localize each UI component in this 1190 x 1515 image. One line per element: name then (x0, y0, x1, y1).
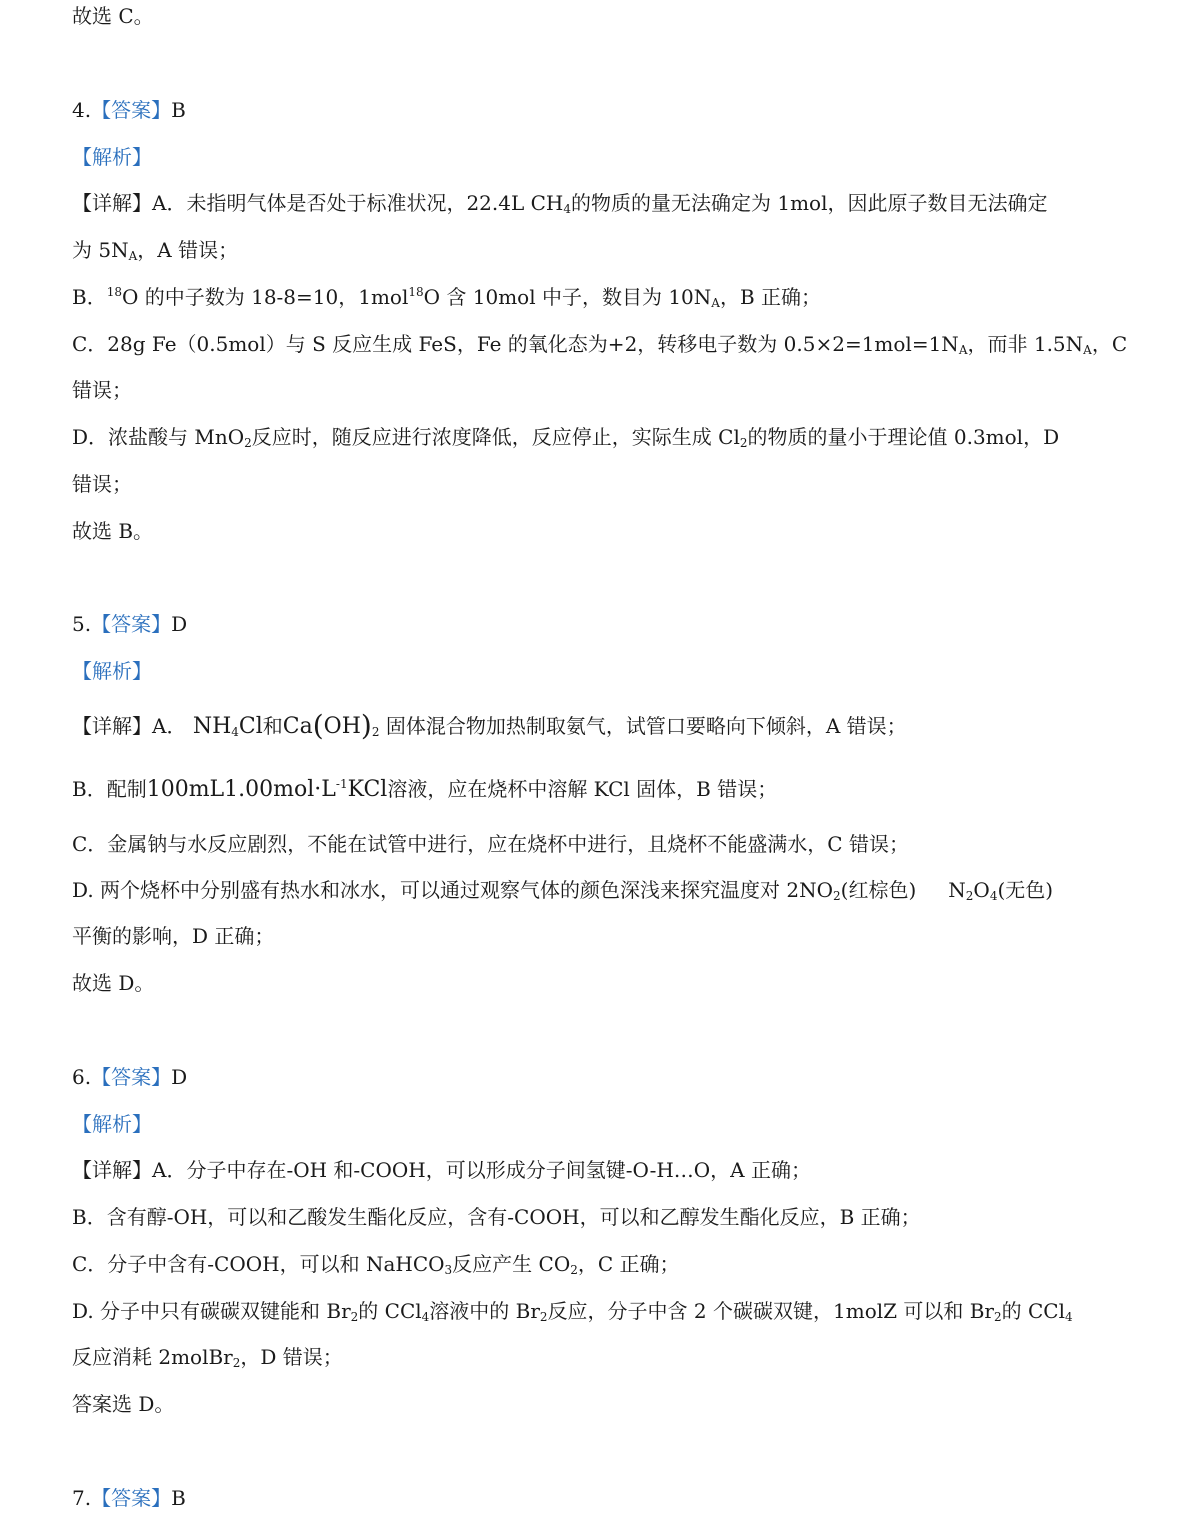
q7-answer-line: 7.【答案】B (72, 1486, 186, 1510)
q4-detail-a1: 【详解】A．未指明气体是否处于标准状况，22.4L $CH_4$的物质的量无法确定为 1mol，因此原子数目无法确定 (72, 191, 1048, 216)
q6-detail-c: C．分子中含有-COOH，可以和 NaHCO$_3$反应产生 $CO_2$，C 正确； (72, 1252, 680, 1277)
answer-tag: 【答案】 (91, 98, 172, 122)
answer-tag: 【答案】 (91, 1065, 172, 1089)
q5-detail-d2: 平衡的影响，D 正确； (72, 924, 275, 948)
q5-answer-line: 5.【答案】D (72, 612, 188, 636)
q4-detail-d2: 错误； (72, 472, 132, 496)
q6-detail-b: B．含有醇-OH，可以和乙酸发生酯化反应，含有-COOH，可以和乙醇发生酯化反应，B 正确； (72, 1205, 921, 1229)
q4-detail-b: B．$^{18}$O 的中子数为 18-8=10，1mol$^{18}$O 含 10mol 中子，数目为 $10N_A$，B 正确； (72, 285, 822, 310)
q5-conclusion: 故选 D。 (72, 971, 155, 995)
q5-detail-d1: D. 两个烧杯中分别盛有热水和冰水，可以通过观察气体的颜色深浅来探究温度对 $2NO_2$(红棕色) $N_2O_4$(无色) (72, 878, 1054, 903)
q6-detail-a: 【详解】A．分子中存在-OH 和-COOH，可以形成分子间氢键-O-H…O，A 正确； (72, 1158, 811, 1182)
q6-detail-d1: D. 分子中只有碳碳双键能和 $Br_2$的 CCl$_4$溶液中的 $Br_2$反应，分子中含 2 个碳碳双键，1molZ 可以和 $Br_2$的 CCl$_4$ (72, 1299, 1073, 1324)
q5-detail-c: C．金属钠与水反应剧烈，不能在试管中进行，应在烧杯中进行，且烧杯不能盛满水，C 错误； (72, 832, 909, 856)
q6-analysis-tag: 【解析】 (72, 1112, 152, 1136)
q4-detail-a2: 为 $5N_A$，A 错误； (72, 238, 239, 263)
q5-analysis-tag: 【解析】 (72, 659, 152, 683)
q4-detail-c1: C．28g Fe（0.5mol）与 S 反应生成 FeS，Fe 的氧化态为+2，转移电子数为 $0.5\times 2=1mol=1N_A$，而非 $1.5N_A$，C (72, 332, 1128, 357)
q4-answer-line: 4.【答案】B (72, 98, 186, 122)
answer-tag: 【答案】 (91, 612, 172, 636)
q6-answer-line: 6.【答案】D (72, 1065, 188, 1089)
q5-detail-b: B．配制$100mL1.00mol\cdot L^{-1}KCl$溶液，应在烧杯中溶解 KCl 固体，B 错误； (72, 777, 778, 802)
q4-detail-d1: D．浓盐酸与 MnO$_2$反应时，随反应进行浓度降低，反应停止，实际生成 $Cl_2$的物质的量小于理论值 0.3mol，D (72, 425, 1060, 450)
q3-conclusion: 故选 C。 (72, 4, 154, 28)
q4-analysis-tag: 【解析】 (72, 145, 152, 169)
q6-detail-d2: 反应消耗 2molBr$_2$，D 错误； (72, 1345, 343, 1370)
q6-conclusion: 答案选 D。 (72, 1392, 175, 1416)
answer-tag: 【答案】 (91, 1486, 172, 1510)
q4-detail-c2: 错误； (72, 378, 132, 402)
q4-conclusion: 故选 B。 (72, 519, 154, 543)
q5-detail-a: 【详解】A． $NH_4Cl$和$Ca(OH)_2$ 固体混合物加热制取氨气，试管口要略向下倾斜，A 错误； (72, 709, 907, 742)
